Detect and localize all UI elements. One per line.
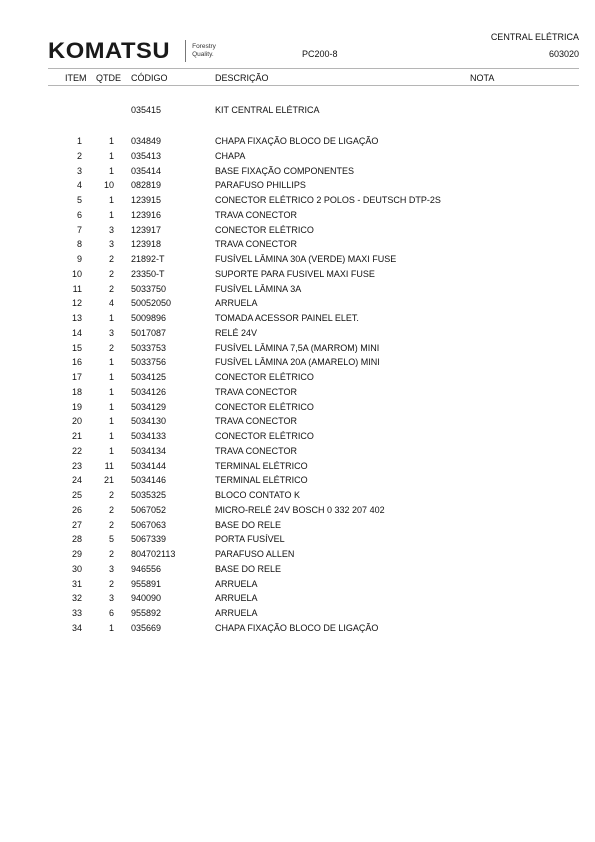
row-item-number: 30: [71, 563, 82, 574]
kit-code: 035415: [131, 105, 162, 115]
row-item-number: 31: [71, 578, 82, 589]
row-item-number: 29: [71, 549, 82, 559]
row-quantity: 10: [103, 180, 114, 191]
row-quantity: 2: [108, 283, 114, 294]
table-row: [0, 534, 595, 549]
column-header-descricao: DESCRIÇÃO: [215, 73, 269, 83]
table-row: [0, 520, 595, 535]
row-description: ARRUELA: [215, 593, 258, 604]
row-part-code: 946556: [131, 563, 162, 574]
table-row: [0, 166, 595, 181]
row-description: TRAVA CONECTOR: [215, 416, 298, 427]
row-part-code: 035413: [131, 150, 162, 161]
column-header-nota: NOTA: [470, 73, 495, 83]
row-item-number: 18: [71, 386, 82, 397]
row-description: TERMINAL ELÉTRICO: [215, 475, 308, 486]
row-description: CONECTOR ELÉTRICO: [215, 372, 314, 382]
table-row: [0, 564, 595, 579]
table-row: [0, 623, 595, 638]
row-quantity: 1: [108, 431, 114, 441]
row-quantity: 1: [108, 313, 114, 323]
table-row: [0, 461, 595, 476]
row-item-number: 1: [76, 136, 82, 146]
row-quantity: 6: [108, 608, 114, 618]
table-row: [0, 431, 595, 446]
row-quantity: 1: [108, 386, 114, 397]
row-part-code: 5009896: [131, 313, 167, 323]
row-part-code: 5033756: [131, 357, 167, 368]
table-row: [0, 475, 595, 490]
section-title: CENTRAL ELÉTRICA: [490, 32, 579, 42]
row-part-code: 50052050: [131, 298, 172, 309]
row-description: RELÉ 24V: [215, 327, 258, 338]
row-item-number: 11: [72, 283, 82, 294]
row-quantity: 1: [108, 372, 114, 382]
row-item-number: 24: [71, 475, 82, 486]
row-description: TRAVA CONECTOR: [215, 239, 298, 250]
row-part-code: 5033750: [131, 283, 167, 294]
column-header-item: ITEM: [65, 73, 87, 83]
row-description: CONECTOR ELÉTRICO 2 POLOS - DEUTSCH DTP-2S: [215, 195, 441, 205]
table-row: [0, 446, 595, 461]
logo-tagline-line-2: Quality.: [192, 51, 214, 58]
row-quantity: 1: [108, 622, 114, 633]
row-item-number: 5: [76, 195, 82, 205]
row-part-code: 21892-T: [131, 254, 165, 264]
row-part-code: 5034126: [131, 386, 167, 397]
row-description: TERMINAL ELÉTRICO: [215, 460, 308, 471]
row-item-number: 21: [71, 431, 82, 441]
row-item-number: 19: [71, 401, 82, 412]
row-item-number: 26: [71, 504, 82, 515]
row-part-code: 955892: [131, 608, 162, 618]
row-quantity: 21: [103, 475, 114, 486]
row-item-number: 28: [71, 534, 82, 545]
row-item-number: 6: [76, 209, 82, 220]
table-row: [0, 549, 595, 564]
row-part-code: 5034146: [131, 475, 167, 486]
row-item-number: 12: [71, 298, 82, 309]
row-item-number: 34: [71, 622, 82, 633]
row-quantity: 4: [108, 298, 114, 309]
row-item-number: 4: [76, 180, 82, 191]
header-rule-bottom: [48, 85, 579, 86]
row-description: BASE FIXAÇÃO COMPONENTES: [215, 165, 355, 176]
row-quantity: 11: [104, 460, 114, 471]
row-description: CONECTOR ELÉTRICO: [215, 401, 314, 412]
row-quantity: 3: [108, 224, 114, 235]
table-row: [0, 239, 595, 254]
row-description: CONECTOR ELÉTRICO: [215, 224, 314, 235]
header-rule-top: [48, 68, 579, 69]
row-part-code: 035414: [131, 165, 162, 176]
row-item-number: 25: [71, 490, 82, 500]
table-row: [0, 579, 595, 594]
row-part-code: 5067063: [131, 519, 167, 530]
row-quantity: 1: [108, 150, 114, 161]
row-quantity: 2: [108, 342, 114, 353]
row-description: PORTA FUSÍVEL: [215, 534, 285, 545]
row-part-code: 082819: [131, 180, 162, 191]
column-header-qtde: QTDE: [96, 73, 122, 83]
row-item-number: 2: [76, 150, 82, 161]
table-row: [0, 195, 595, 210]
row-part-code: 034849: [131, 136, 162, 146]
row-part-code: 940090: [131, 593, 162, 604]
row-part-code: 123918: [131, 239, 162, 250]
row-quantity: 3: [108, 593, 114, 604]
row-description: SUPORTE PARA FUSIVEL MAXI FUSE: [215, 268, 375, 279]
row-part-code: 5067052: [131, 504, 167, 515]
row-description: FUSÍVEL LÂMINA 30A (VERDE) MAXI FUSE: [215, 254, 397, 264]
row-part-code: 5034125: [131, 372, 167, 382]
row-quantity: 3: [108, 327, 114, 338]
row-quantity: 1: [108, 209, 114, 220]
row-description: BASE DO RELE: [215, 519, 282, 530]
table-row: [0, 210, 595, 225]
parts-table: [0, 136, 595, 638]
row-description: TOMADA ACESSOR PAINEL ELET.: [215, 313, 359, 323]
row-description: FUSÍVEL LÂMINA 20A (AMARELO) MINI: [215, 357, 380, 368]
row-quantity: 1: [108, 357, 114, 368]
table-row: [0, 313, 595, 328]
logo-wordmark: KOMATSU: [48, 38, 171, 63]
table-row: [0, 416, 595, 431]
row-quantity: 2: [108, 254, 114, 264]
logo-tagline: [192, 43, 216, 59]
row-quantity: 1: [108, 195, 114, 205]
row-quantity: 3: [108, 239, 114, 250]
row-part-code: 5035325: [131, 490, 167, 500]
table-row: [0, 343, 595, 358]
row-description: FUSÍVEL LÂMINA 7,5A (MARROM) MINI: [215, 342, 380, 353]
row-item-number: 20: [71, 416, 82, 427]
row-part-code: 123915: [131, 195, 162, 205]
row-item-number: 10: [71, 268, 82, 279]
row-description: CHAPA: [215, 150, 246, 161]
row-part-code: 5017087: [131, 327, 167, 338]
table-row: [0, 284, 595, 299]
row-item-number: 16: [71, 357, 82, 368]
row-part-code: 5034144: [131, 460, 167, 471]
row-part-code: 804702113: [131, 549, 176, 559]
row-item-number: 22: [71, 445, 82, 456]
row-item-number: 33: [71, 608, 82, 618]
row-quantity: 1: [108, 416, 114, 427]
row-part-code: 23350-T: [131, 268, 165, 279]
table-row: [0, 505, 595, 520]
row-description: ARRUELA: [215, 608, 258, 618]
page-code: 603020: [548, 49, 579, 59]
table-row: [0, 151, 595, 166]
table-row: [0, 387, 595, 402]
row-item-number: 14: [71, 327, 82, 338]
row-quantity: 2: [108, 549, 114, 559]
table-row: [0, 328, 595, 343]
row-description: CHAPA FIXAÇÃO BLOCO DE LIGAÇÃO: [215, 622, 379, 633]
row-item-number: 7: [76, 224, 82, 235]
row-description: ARRUELA: [215, 298, 258, 309]
row-quantity: 1: [108, 136, 114, 146]
row-item-number: 17: [71, 372, 82, 382]
row-item-number: 8: [76, 239, 82, 250]
row-description: FUSÍVEL LÂMINA 3A: [215, 283, 302, 294]
row-item-number: 15: [71, 342, 82, 353]
table-row: [0, 254, 595, 269]
table-row: [0, 269, 595, 284]
row-item-number: 3: [76, 165, 82, 176]
row-part-code: 5034134: [131, 445, 167, 456]
row-part-code: 123917: [131, 224, 162, 235]
table-row: [0, 136, 595, 151]
row-part-code: 955891: [131, 578, 162, 589]
row-quantity: 2: [108, 578, 114, 589]
row-quantity: 2: [108, 268, 114, 279]
table-row: [0, 372, 595, 387]
table-row: [0, 402, 595, 417]
row-description: ARRUELA: [215, 578, 258, 589]
kit-description: KIT CENTRAL ELÉTRICA: [215, 105, 320, 115]
column-header-codigo: CÓDIGO: [131, 73, 168, 83]
row-part-code: 5034129: [131, 401, 167, 412]
row-part-code: 5067339: [131, 534, 167, 545]
row-quantity: 2: [108, 504, 114, 515]
row-description: TRAVA CONECTOR: [215, 445, 298, 456]
row-part-code: 5034133: [131, 431, 167, 441]
row-quantity: 2: [108, 490, 114, 500]
logo-tagline-line-1: Forestry: [192, 43, 216, 50]
row-quantity: 2: [108, 519, 114, 530]
row-description: CONECTOR ELÉTRICO: [215, 431, 314, 441]
row-quantity: 1: [108, 445, 114, 456]
row-item-number: 9: [76, 254, 82, 264]
table-row: [0, 298, 595, 313]
row-quantity: 5: [108, 534, 114, 545]
table-row: [0, 490, 595, 505]
row-part-code: 035669: [131, 622, 162, 633]
row-part-code: 123916: [131, 209, 162, 220]
row-item-number: 23: [71, 460, 82, 471]
row-description: PARAFUSO PHILLIPS: [215, 180, 306, 191]
logo-divider: [185, 40, 186, 62]
row-item-number: 32: [71, 593, 82, 604]
model-label: PC200-8: [302, 49, 338, 59]
row-quantity: 1: [108, 401, 114, 412]
row-description: BASE DO RELE: [215, 563, 282, 574]
table-row: [0, 180, 595, 195]
table-row: [0, 225, 595, 240]
row-part-code: 5033753: [131, 342, 167, 353]
row-item-number: 13: [71, 313, 82, 323]
row-description: CHAPA FIXAÇÃO BLOCO DE LIGAÇÃO: [215, 136, 379, 146]
row-description: MICRO-RELÉ 24V BOSCH 0 332 207 402: [215, 504, 385, 515]
row-description: TRAVA CONECTOR: [215, 209, 298, 220]
row-quantity: 1: [108, 165, 114, 176]
table-row: [0, 593, 595, 608]
row-part-code: 5034130: [131, 416, 167, 427]
komatsu-logo: [48, 38, 216, 64]
table-row: [0, 357, 595, 372]
row-quantity: 3: [108, 563, 114, 574]
row-item-number: 27: [71, 519, 82, 530]
table-row: [0, 608, 595, 623]
row-description: BLOCO CONTATO K: [215, 490, 301, 500]
row-description: PARAFUSO ALLEN: [215, 549, 295, 559]
row-description: TRAVA CONECTOR: [215, 386, 298, 397]
